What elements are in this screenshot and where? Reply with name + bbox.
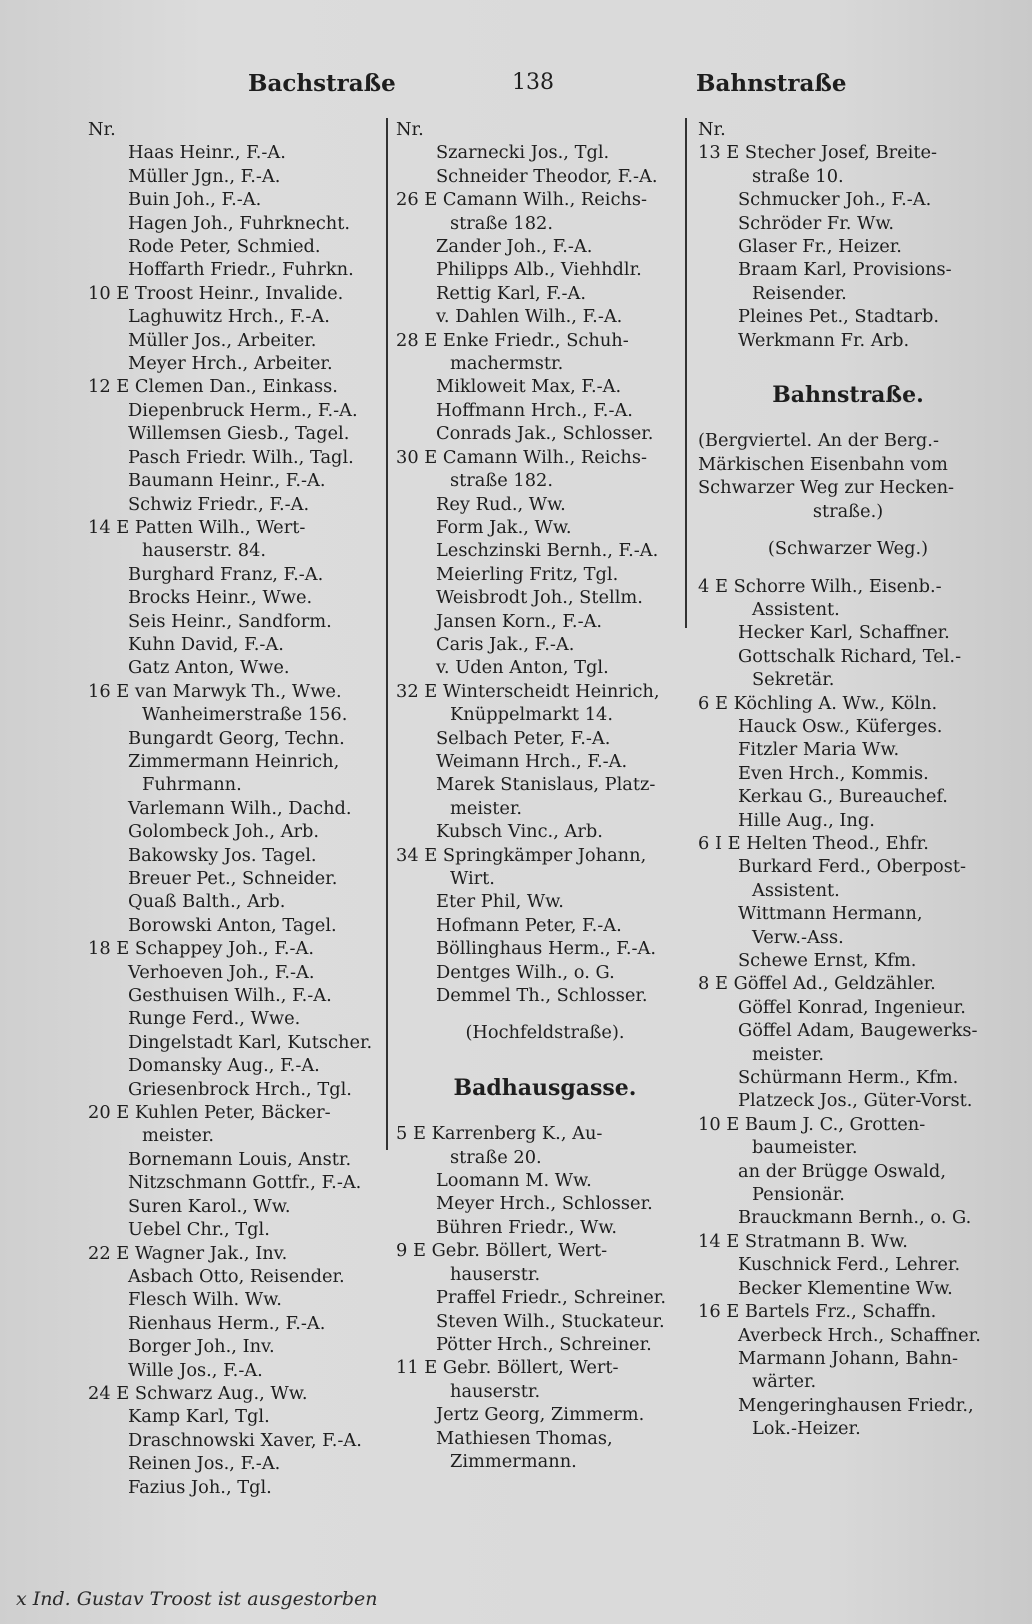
resident-entry: Selbach Peter, F.-A. [436,727,611,749]
house-entry: 18 E Schappey Joh., F.-A. [88,938,315,960]
column-heading: Nr. [396,119,424,140]
resident-entry: meister. [142,1125,215,1147]
resident-entry: straße 182. [450,470,554,492]
resident-entry: Draschnowski Xaver, F.-A. [128,1429,362,1451]
house-entry: 10 E Troost Heinr., Invalide. [88,282,344,304]
resident-entry: Schröder Fr. Ww. [738,212,895,234]
resident-entry: Platzeck Jos., Güter-Vorst. [738,1090,973,1112]
house-entry: 6 I E Helten Theod., Ehfr. [698,832,929,854]
resident-entry: Borowski Anton, Tagel. [128,914,337,936]
resident-entry: Pötter Hrch., Schreiner. [436,1333,652,1355]
house-entry: 22 E Wagner Jak., Inv. [88,1242,288,1264]
resident-entry: Laghuwitz Hrch., F.-A. [128,306,330,328]
resident-entry: Verw.-Ass. [752,926,844,948]
resident-entry: Breuer Pet., Schneider. [128,868,338,889]
resident-entry: Sekretär. [752,669,835,691]
resident-entry: Schewe Ernst, Kfm. [738,950,917,971]
resident-entry: Böllinghaus Herm., F.-A. [436,938,657,960]
spacer [396,1007,694,1021]
resident-entry: Marmann Johann, Bahn- [738,1347,958,1369]
resident-entry: Brauckmann Bernh., o. G. [738,1207,972,1229]
resident-entry: Meyer Hrch., Arbeiter. [128,353,333,375]
resident-entry: machermstr. [450,353,564,375]
resident-entry: an der Brügge Oswald, [738,1160,946,1182]
spacer [396,1108,694,1122]
resident-entry: Asbach Otto, Reisender. [128,1265,345,1287]
resident-entry: Kerkau G., Bureauchef. [738,786,948,808]
resident-entry: Weimann Hrch., F.-A. [436,750,628,772]
resident-entry: Pasch Friedr. Wilh., Tagl. [128,446,354,468]
resident-entry: Weisbrodt Joh., Stellm. [436,587,643,609]
resident-entry: Borger Joh., Inv. [128,1336,275,1358]
resident-entry: Gesthuisen Wilh., F.-A. [128,985,332,1007]
house-entry: 14 E Patten Wilh., Wert- [88,516,306,538]
house-entry: 30 E Camann Wilh., Reichs- [396,446,648,468]
column-bachstrasse-badhausgasse [396,118,694,1473]
resident-entry: Dentges Wilh., o. G. [436,961,615,983]
resident-entry: Fazius Joh., Tgl. [128,1476,272,1498]
resident-entry: Haas Heinr., F.-A. [128,142,286,164]
resident-entry: Hoffmann Hrch., F.-A. [436,399,633,421]
resident-entry: Jansen Korn., F.-A. [436,610,603,632]
resident-entry: Schmucker Joh., F.-A. [738,189,932,211]
resident-entry: Kubsch Vinc., Arb. [436,821,603,843]
resident-entry: Zimmermann Heinrich, [128,750,340,772]
resident-entry: v. Dahlen Wilh., F.-A. [436,306,623,328]
resident-entry: Göffel Konrad, Ingenieur. [738,996,966,1018]
handwritten-footnote: x Ind. Gustav Troost ist ausgestorben [16,1588,378,1610]
resident-entry: (Hochfeldstraße). [465,1022,625,1044]
resident-entry: Werkmann Fr. Arb. [738,329,910,351]
resident-entry: hauserstr. [450,1380,541,1402]
resident-entry: Uebel Chr., Tgl. [128,1219,270,1241]
resident-entry: Flesch Wilh. Ww. [128,1289,282,1311]
resident-entry: Griesenbrock Hrch., Tgl. [128,1078,352,1100]
resident-entry: Philipps Alb., Viehhdlr. [436,259,642,281]
resident-entry: Burghard Franz, F.-A. [128,563,324,585]
column-heading: Schwarzer Weg zur Hecken- [698,477,955,499]
resident-entry: hauserstr. 84. [142,540,267,562]
resident-entry: Wittmann Hermann, [738,903,923,925]
street-section-title: Bahnstraße. [772,382,924,409]
resident-entry: Lok.-Heizer. [752,1418,861,1440]
resident-entry: (Schwarzer Weg.) [767,538,929,560]
column-bahnstrasse [698,118,998,1441]
column-bachstrasse [88,118,386,1499]
resident-entry: Jertz Georg, Zimmerm. [436,1404,645,1426]
street-section-title: Badhausgasse. [453,1074,637,1101]
house-entry: 5 E Karrenberg K., Au- [396,1123,603,1145]
resident-entry: Bakowsky Jos. Tagel. [128,844,317,866]
resident-entry: Kuschnick Ferd., Lehrer. [738,1254,961,1276]
resident-entry: Willemsen Giesb., Tagel. [128,423,350,445]
resident-entry: Bühren Friedr., Ww. [436,1216,618,1238]
column-heading: (Bergviertel. An der Berg.- [698,430,939,452]
resident-entry: Hille Aug., Ing. [738,809,875,831]
resident-entry: Varlemann Wilh., Dachd. [128,797,352,819]
resident-entry: Hauck Osw., Küferges. [738,715,943,737]
resident-entry: Schneider Theodor, F.-A. [436,165,658,187]
resident-entry: Praffel Friedr., Schreiner. [436,1287,666,1309]
resident-entry: Rienhaus Herm., F.-A. [128,1312,326,1334]
resident-entry: Quaß Balth., Arb. [128,891,286,913]
resident-entry: Knüppelmarkt 14. [450,704,613,726]
spacer [396,1045,694,1071]
house-entry: 8 E Göffel Ad., Geldzähler. [698,973,936,995]
spacer [698,352,998,378]
resident-entry: Diepenbruck Herm., F.-A. [128,399,358,421]
resident-entry: Rey Rud., Ww. [436,493,566,515]
resident-entry: straße 182. [450,212,554,234]
resident-entry: Conrads Jak., Schlosser. [436,423,654,445]
column-divider [386,118,388,1150]
resident-entry: Hofmann Peter, F.-A. [436,914,622,936]
resident-entry: Pleines Pet., Stadtarb. [738,306,939,328]
column-heading: Nr. [698,119,726,140]
resident-entry: Mengeringhausen Friedr., [738,1394,974,1416]
resident-entry: Gottschalk Richard, Tel.- [738,645,962,667]
resident-entry: Loomann M. Ww. [436,1170,592,1192]
resident-entry: Steven Wilh., Stuckateur. [436,1310,665,1332]
resident-entry: Meyer Hrch., Schlosser. [436,1193,653,1215]
resident-entry: Wirt. [450,868,495,889]
house-entry: 24 E Schwarz Aug., Ww. [88,1382,308,1404]
resident-entry: Averbeck Hrch., Schaffner. [738,1324,981,1346]
house-entry: 26 E Camann Wilh., Reichs- [396,189,648,211]
resident-entry: v. Uden Anton, Tgl. [436,657,609,679]
resident-entry: Reisender. [752,282,847,304]
resident-entry: Müller Jgn., F.-A. [128,165,281,187]
resident-entry: hauserstr. [450,1263,541,1285]
resident-entry: Marek Stanislaus, Platz- [436,774,656,796]
house-entry: 20 E Kuhlen Peter, Bäcker- [88,1102,331,1124]
resident-entry: Assistent. [752,598,840,620]
house-entry: 14 E Stratmann B. Ww. [698,1230,908,1252]
resident-entry: Fitzler Maria Ww. [738,739,900,761]
resident-entry: Wille Jos., F.-A. [128,1359,263,1381]
house-entry: 12 E Clemen Dan., Einkass. [88,376,338,398]
resident-entry: Assistent. [752,879,840,901]
resident-entry: Kamp Karl, Tgl. [128,1406,270,1428]
house-entry: 4 E Schorre Wilh., Eisenb.- [698,575,942,597]
house-entry: 16 E van Marwyk Th., Wwe. [88,680,342,702]
house-entry: 28 E Enke Friedr., Schuh- [396,329,629,351]
house-entry: 6 E Köchling A. Ww., Köln. [698,692,938,714]
spacer [698,561,998,575]
resident-entry: Rettig Karl, F.-A. [436,282,587,304]
resident-entry: Brocks Heinr., Wwe. [128,587,313,609]
house-entry: 13 E Stecher Josef, Breite- [698,142,938,164]
resident-entry: Caris Jak., F.-A. [436,633,575,655]
resident-entry: Meierling Fritz, Tgl. [436,563,619,585]
resident-entry: straße 20. [450,1146,542,1168]
resident-entry: Kuhn David, F.-A. [128,633,284,655]
house-entry: 10 E Baum J. C., Grotten- [698,1113,926,1135]
resident-entry: baumeister. [752,1137,858,1159]
resident-entry: Nitzschmann Gottfr., F.-A. [128,1172,362,1194]
resident-entry: Mikloweit Max, F.-A. [436,376,622,398]
resident-entry: Wanheimerstraße 156. [142,704,348,726]
resident-entry: Göffel Adam, Baugewerks- [738,1020,978,1042]
column-heading: Märkischen Eisenbahn vom [698,453,948,475]
house-entry: 32 E Winterscheidt Heinrich, [396,680,660,702]
house-entry: 11 E Gebr. Böllert, Wert- [396,1357,619,1379]
resident-entry: Zimmermann. [450,1450,577,1472]
resident-entry: Baumann Heinr., F.-A. [128,470,326,492]
house-entry: 34 E Springkämper Johann, [396,844,647,866]
resident-entry: Schürmann Herm., Kfm. [738,1067,959,1089]
resident-entry: Reinen Jos., F.-A. [128,1453,281,1475]
resident-entry: Zander Joh., F.-A. [436,236,593,258]
resident-entry: meister. [752,1043,825,1065]
resident-entry: Suren Karol., Ww. [128,1195,291,1217]
page-number: 138 [512,70,554,95]
running-head-right: Bahnstraße [696,70,847,97]
resident-entry: straße.) [812,500,884,522]
resident-entry: Bungardt Georg, Techn. [128,727,345,749]
resident-entry: Fuhrmann. [142,774,242,796]
resident-entry: Hoffarth Friedr., Fuhrkn. [128,259,354,281]
resident-entry: Verhoeven Joh., F.-A. [128,961,315,983]
resident-entry: Demmel Th., Schlosser. [436,985,648,1007]
resident-entry: Schwiz Friedr., F.-A. [128,493,310,515]
resident-entry: Leschzinski Bernh., F.-A. [436,540,659,562]
resident-entry: Bornemann Louis, Anstr. [128,1148,352,1170]
resident-entry: Müller Jos., Arbeiter. [128,329,317,351]
resident-entry: Eter Phil, Ww. [436,891,564,913]
spacer [698,415,998,429]
resident-entry: wärter. [752,1371,817,1393]
resident-entry: Pensionär. [752,1184,845,1206]
column-heading: Nr. [88,119,116,140]
resident-entry: Golombeck Joh., Arb. [128,821,320,843]
resident-entry: Even Hrch., Kommis. [738,762,929,784]
house-entry: 9 E Gebr. Böllert, Wert- [396,1240,608,1262]
resident-entry: Dingelstadt Karl, Kutscher. [128,1031,373,1053]
resident-entry: Burkard Ferd., Oberpost- [738,856,967,878]
resident-entry: Mathiesen Thomas, [436,1427,613,1449]
resident-entry: Gatz Anton, Wwe. [128,657,290,679]
running-head-left: Bachstraße [248,70,396,97]
resident-entry: straße 10. [752,165,844,187]
resident-entry: Szarnecki Jos., Tgl. [436,142,610,164]
spacer [698,523,998,537]
resident-entry: Glaser Fr., Heizer. [738,236,902,258]
resident-entry: Form Jak., Ww. [436,516,572,538]
resident-entry: Braam Karl, Provisions- [738,259,952,281]
resident-entry: Becker Klementine Ww. [738,1277,953,1299]
house-entry: 16 E Bartels Frz., Schaffn. [698,1301,937,1323]
resident-entry: Hecker Karl, Schaffner. [738,622,950,644]
resident-entry: Domansky Aug., F.-A. [128,1055,320,1077]
resident-entry: Rode Peter, Schmied. [128,236,321,258]
resident-entry: Runge Ferd., Wwe. [128,1008,301,1030]
resident-entry: meister. [450,797,523,819]
resident-entry: Seis Heinr., Sandform. [128,610,332,632]
resident-entry: Hagen Joh., Fuhrknecht. [128,212,351,234]
resident-entry: Buin Joh., F.-A. [128,189,262,211]
